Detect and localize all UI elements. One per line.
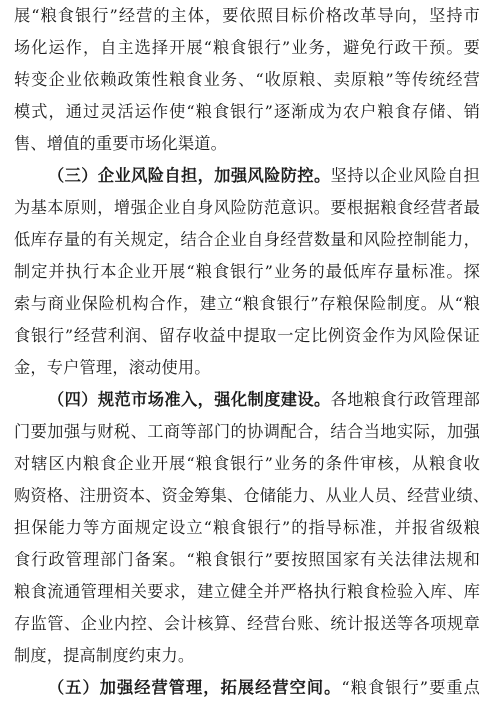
text-line: 低库存量的有关规定，结合企业自身经营数量和风险控制能力， (14, 230, 480, 249)
text-line: 粮食流通管理相关要求，建立健全并严格执行粮食检验入库、库 (14, 582, 480, 601)
text-line: 模式，通过灵活运作使“粮食银行”逐渐成为农户粮食存储、销 (14, 102, 480, 121)
text-line: 担保能力等方面规定设立“粮食银行”的指导标准，并报省级粮 (14, 518, 480, 537)
text-line: 场化运作，自主选择开展“粮食银行”业务，避免行政干预。要 (14, 38, 480, 57)
text-line: 门要加强与财税、工商等部门的协调配合，结合当地实际，加强 (14, 422, 480, 441)
text-line: 转变企业依赖政策性粮食业务、“收原粮、卖原粮”等传统经营 (14, 70, 480, 89)
text-run: “粮食银行”要重点 (341, 678, 480, 697)
text-line: 对辖区内粮食企业开展“粮食银行”业务的条件审核，从粮食收 (14, 454, 480, 473)
text-line: 售、增值的重要市场化渠道。 (14, 134, 228, 153)
section-4-heading: （四）规范市场准入，强化制度建设。 (48, 390, 331, 409)
text-line: 制定并执行本企业开展“粮食银行”业务的最低库存量标准。探 (14, 262, 480, 281)
section-5-heading: （五）加强经营管理，拓展经营空间。 (48, 678, 342, 697)
section-3 (14, 160, 480, 384)
text-line: 购资格、注册资本、资金筹集、仓储能力、从业人员、经营业绩、 (14, 486, 490, 505)
text-line: 食行政管理部门备案。“粮食银行”要按照国家有关法律法规和 (14, 550, 480, 569)
text-line: 食银行”经营利润、留存收益中提取一定比例资金作为风险保证 (14, 326, 480, 345)
text-line: 制度，提高制度约束力。 (14, 646, 195, 665)
text-line: 存监管、企业内控、会计核算、经营台账、统计报送等各项规章 (14, 614, 480, 633)
section-5 (14, 672, 480, 704)
paragraph-1 (14, 0, 480, 160)
section-5-first-line (14, 672, 480, 704)
text-run: 各地粮食行政管理部 (330, 390, 480, 409)
section-4 (14, 384, 490, 672)
text-line: 金，专户管理，滚动使用。 (14, 358, 211, 377)
text-line: 为基本原则，增强企业自身风险防范意识。要根据粮食经营者最 (14, 198, 480, 217)
text-line: 展“粮食银行”经营的主体，要依照目标价格改革导向，坚持市 (14, 6, 480, 25)
text-line: 索与商业保险机构合作，建立“粮食银行”存粮保险制度。从“粮 (14, 294, 480, 313)
section-3-first-line (14, 160, 480, 192)
document-page (14, 0, 490, 704)
section-3-heading: （三）企业风险自担，加强风险防控。 (48, 166, 331, 185)
text-run: 坚持以企业风险自担 (330, 166, 480, 185)
section-4-first-line (14, 384, 480, 416)
